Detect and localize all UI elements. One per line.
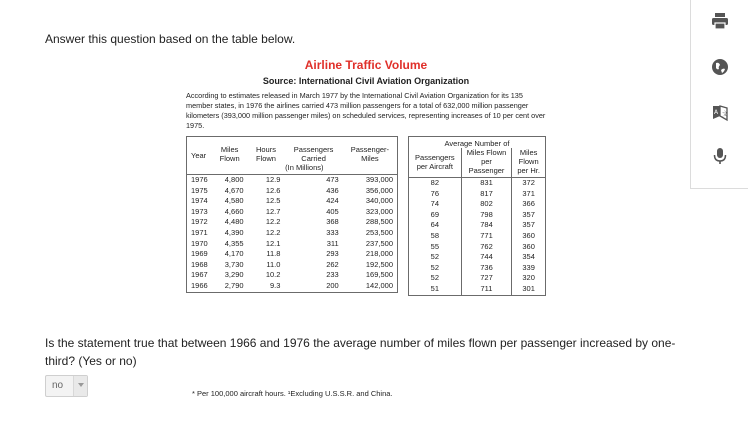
cell-year: 1971 xyxy=(191,227,208,237)
table-row xyxy=(409,189,546,200)
cell-year: 1972 xyxy=(191,217,208,227)
printer-icon[interactable] xyxy=(708,9,732,33)
cell-hours-flown: 12.2 xyxy=(265,227,281,237)
table-row xyxy=(409,199,546,210)
cell-miles-per-hour: 360 xyxy=(512,242,546,253)
cell-miles-flown: 4,580 xyxy=(224,196,244,206)
cell-passengers-per-aircraft: 51 xyxy=(430,283,439,293)
cell-passengers-per-aircraft: 52 xyxy=(430,252,439,262)
header-average-group: Average Number of xyxy=(444,139,510,148)
cell-passenger-miles: 192,500 xyxy=(365,259,393,269)
cell-miles-per-hour: 357 xyxy=(512,210,546,221)
cell-hours-flown: 11.0 xyxy=(266,259,281,269)
header-miles-per-hour: Miles Flown per Hr. xyxy=(512,148,546,178)
header-miles-flown: Miles Flown xyxy=(219,145,240,163)
question-instruction: Answer this question based on the table below. xyxy=(45,32,296,46)
averages-table xyxy=(408,136,546,296)
table-row xyxy=(187,239,398,250)
header-passenger-miles: Passenger- Miles xyxy=(350,145,390,163)
cell-miles-per-passenger: 817 xyxy=(461,189,512,200)
answer-selected-value: no xyxy=(52,380,64,391)
header-units: (In Millions) xyxy=(285,163,324,172)
cell-year: 1969 xyxy=(191,249,208,259)
table-row xyxy=(187,217,398,228)
table-row xyxy=(409,210,546,221)
cell-year: 1973 xyxy=(191,206,208,216)
table-row xyxy=(187,260,398,271)
table-row xyxy=(187,196,398,207)
cell-passenger-miles: 340,000 xyxy=(365,196,393,206)
cell-passengers-per-aircraft: 64 xyxy=(430,220,439,230)
cell-miles-per-hour: 354 xyxy=(512,252,546,263)
table-row xyxy=(187,249,398,260)
cell-miles-flown: 2,790 xyxy=(224,280,244,290)
cell-passengers: 333 xyxy=(326,227,339,237)
cell-hours-flown: 12.7 xyxy=(265,206,281,216)
cell-passengers: 405 xyxy=(326,206,339,216)
cell-miles-flown: 4,800 xyxy=(212,175,248,186)
header-miles-per-passenger: Miles Flown per Passenger xyxy=(461,148,512,178)
cell-miles-flown: 3,730 xyxy=(224,259,244,269)
cell-miles-per-hour: 371 xyxy=(512,189,546,200)
globe-icon[interactable] xyxy=(708,55,732,79)
cell-hours-flown: 11.8 xyxy=(266,249,281,259)
cell-passengers-per-aircraft: 69 xyxy=(430,209,439,219)
cell-passengers-per-aircraft: 76 xyxy=(430,188,439,198)
cell-miles-flown: 4,390 xyxy=(224,227,244,237)
cell-passengers-per-aircraft: 82 xyxy=(409,178,462,189)
cell-passenger-miles: 142,000 xyxy=(365,280,393,290)
cell-miles-per-passenger: 762 xyxy=(461,242,512,253)
cell-passenger-miles: 393,000 xyxy=(343,175,398,186)
cell-miles-flown: 4,660 xyxy=(224,206,244,216)
question-text: Is the statement true that between 1966 and 1976 the average number of miles flown per passenger increased by one-third? (Yes or no) xyxy=(45,336,676,368)
cell-passenger-miles: 288,500 xyxy=(365,217,393,227)
cell-hours-flown: 12.6 xyxy=(265,185,281,195)
cell-miles-flown: 3,290 xyxy=(224,270,244,280)
cell-passengers-per-aircraft: 74 xyxy=(430,199,439,209)
translate-icon[interactable] xyxy=(708,100,732,124)
table-row xyxy=(409,273,546,284)
cell-passengers: 233 xyxy=(326,270,339,280)
table-row xyxy=(187,281,398,292)
table-row xyxy=(409,263,546,274)
cell-miles-per-passenger: 831 xyxy=(461,178,512,189)
table-row xyxy=(187,228,398,239)
table-row xyxy=(409,220,546,231)
svg-text:文: 文 xyxy=(722,111,729,118)
cell-passenger-miles: 323,000 xyxy=(365,206,393,216)
cell-miles-flown: 4,670 xyxy=(224,185,244,195)
cell-passengers-per-aircraft: 55 xyxy=(430,241,439,251)
header-per-aircraft: Passengers per Aircraft xyxy=(415,152,455,171)
cell-passengers-per-aircraft: 58 xyxy=(430,230,439,240)
table-row xyxy=(409,242,546,253)
cell-miles-per-hour: 372 xyxy=(512,178,546,189)
cell-year: 1967 xyxy=(191,270,208,280)
header-hours-flown: Hours Flown xyxy=(255,145,276,163)
cell-miles-per-passenger: 771 xyxy=(461,231,512,242)
table-row xyxy=(409,178,546,189)
cell-passengers: 311 xyxy=(326,238,339,248)
cell-passengers-per-aircraft: 52 xyxy=(430,262,439,272)
cell-year: 1970 xyxy=(191,238,208,248)
cell-passengers: 436 xyxy=(326,185,339,195)
cell-miles-per-hour: 366 xyxy=(512,199,546,210)
cell-miles-per-hour: 320 xyxy=(512,273,546,284)
cell-passengers-per-aircraft: 52 xyxy=(430,273,439,283)
cell-passenger-miles: 169,500 xyxy=(365,270,393,280)
chevron-down-icon[interactable] xyxy=(73,376,87,396)
table-row xyxy=(187,175,398,186)
cell-miles-per-hour: 301 xyxy=(512,284,546,295)
cell-passenger-miles: 356,000 xyxy=(365,185,393,195)
header-passengers: Passengers Carried xyxy=(293,145,334,163)
cell-miles-per-passenger: 711 xyxy=(461,284,512,295)
table-footnote: * Per 100,000 aircraft hours. ¹Excluding U.S.S.R. and China. xyxy=(192,389,393,398)
cell-year: 1976 xyxy=(187,175,212,186)
figure-description: According to estimates released in March 1977 by the International Civil Aviation Organization for its 135 member states, in 1976 the airlines carried 473 million passengers for a total of 632,000 million passenger kilometers (393,000 million passenger miles) on scheduled services, representing increases of 10 per cent over 1975. xyxy=(186,91,546,130)
table-row xyxy=(409,252,546,263)
figure-source: Source: International Civil Aviation Organization xyxy=(262,76,470,86)
cell-miles-flown: 4,480 xyxy=(224,217,244,227)
cell-passengers: 368 xyxy=(326,217,339,227)
cell-miles-flown: 4,355 xyxy=(224,238,244,248)
traffic-table xyxy=(186,136,398,293)
cell-passengers: 200 xyxy=(326,280,339,290)
cell-miles-per-passenger: 727 xyxy=(461,273,512,284)
table-row xyxy=(187,207,398,218)
header-year: Year xyxy=(191,151,207,160)
cell-hours-flown: 10.2 xyxy=(265,270,281,280)
cell-miles-per-passenger: 736 xyxy=(461,263,512,274)
cell-hours-flown: 9.3 xyxy=(269,280,281,290)
cell-passengers: 293 xyxy=(326,249,339,259)
table-row xyxy=(409,284,546,295)
microphone-icon[interactable] xyxy=(708,144,732,168)
cell-miles-per-passenger: 784 xyxy=(461,220,512,231)
cell-passengers: 473 xyxy=(284,175,342,186)
table-row xyxy=(187,270,398,281)
table-row xyxy=(187,186,398,197)
cell-year: 1968 xyxy=(191,259,208,269)
cell-passengers: 424 xyxy=(326,196,339,206)
cell-miles-per-hour: 360 xyxy=(512,231,546,242)
answer-dropdown[interactable] xyxy=(45,375,88,397)
cell-year: 1966 xyxy=(191,280,208,290)
accessibility-toolbar xyxy=(690,0,748,189)
cell-hours-flown: 12.1 xyxy=(265,238,281,248)
cell-passenger-miles: 237,500 xyxy=(365,238,393,248)
cell-miles-per-passenger: 798 xyxy=(461,210,512,221)
cell-passengers: 262 xyxy=(326,259,339,269)
cell-passenger-miles: 218,000 xyxy=(365,249,393,259)
cell-hours-flown: 12.5 xyxy=(265,196,281,206)
cell-year: 1974 xyxy=(191,196,208,206)
cell-year: 1975 xyxy=(191,185,208,195)
cell-miles-per-hour: 339 xyxy=(512,263,546,274)
cell-miles-per-passenger: 802 xyxy=(461,199,512,210)
table-row xyxy=(409,231,546,242)
cell-hours-flown: 12.2 xyxy=(265,217,281,227)
figure-title: Airline Traffic Volume xyxy=(304,58,428,72)
cell-passenger-miles: 253,500 xyxy=(365,227,393,237)
svg-text:A: A xyxy=(714,109,719,116)
cell-miles-flown: 4,170 xyxy=(224,249,244,259)
cell-miles-per-passenger: 744 xyxy=(461,252,512,263)
cell-hours-flown: 12.9 xyxy=(248,175,285,186)
cell-miles-per-hour: 357 xyxy=(512,220,546,231)
